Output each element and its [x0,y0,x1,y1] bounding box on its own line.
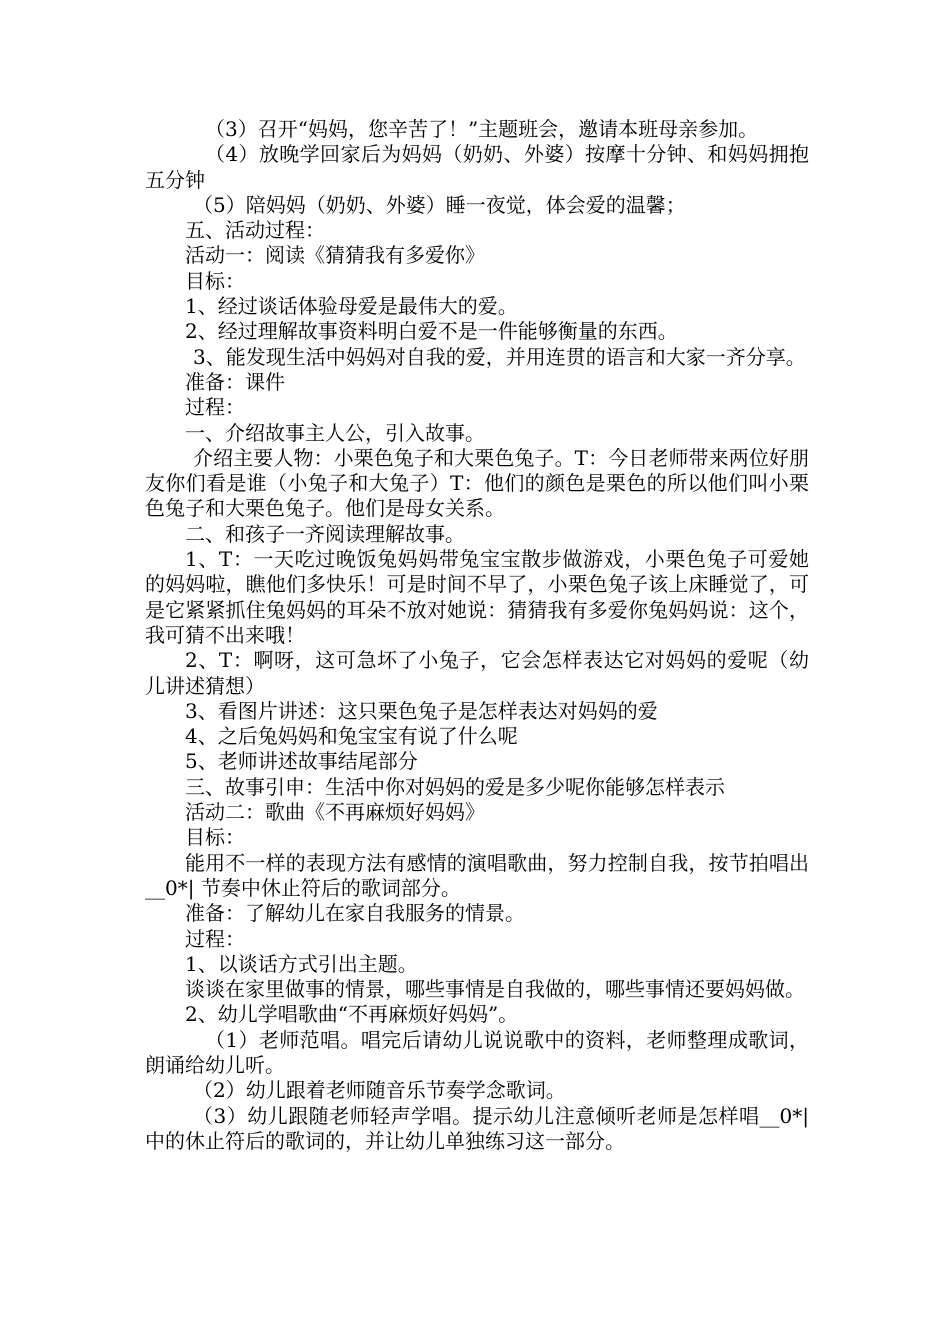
paragraph: 过程： [185,926,245,951]
section-heading: 五、活动过程： [185,218,325,243]
list-item: 1、以谈话方式引出主题。 [185,951,418,976]
list-item: （2）幼儿跟着老师随音乐节奏学念歌词。 [193,1078,566,1103]
paragraph: 准备：了解幼儿在家自我服务的情景。 [185,901,525,926]
list-item: 4、之后兔妈妈和兔宝宝有说了什么呢 [185,724,518,749]
paragraph: 目标： [185,268,245,293]
list-item: 3、看图片讲述：这只栗色兔子是怎样表达对妈妈的爱 [185,698,658,723]
paragraph: 谈谈在家里做事的情景，哪些事情是自我做的，哪些事情还要妈妈做。 [185,977,805,1002]
document-body [145,117,809,1154]
list-item: 一、介绍故事主人公，引入故事。 [185,420,485,445]
paragraph: （4）放晚学回家后为妈妈（奶奶、外婆）按摩十分钟、和妈妈拥抱五分钟 [145,142,809,192]
list-item: 5、老师讲述故事结尾部分 [185,749,418,774]
paragraph: （5）陪妈妈（奶奶、外婆）睡一夜觉，体会爱的温馨； [193,192,686,217]
list-item: 三、故事引申：生活中你对妈妈的爱是多少呢你能够怎样表示 [185,774,725,799]
list-item: 2、经过理解故事资料明白爱不是一件能够衡量的东西。 [185,319,678,344]
activity-title: 活动二：歌曲《不再麻烦好妈妈》 [185,800,485,825]
activity-title: 活动一：阅读《猜猜我有多爱你》 [185,243,485,268]
paragraph: 介绍主要人物：小栗色兔子和大栗色兔子。T：今日老师带来两位好朋友你们看是谁（小兔子和大兔子）T：他们的颜色是栗色的所以他们叫小栗色兔子和大栗色兔子。他们是母女关系。 [145,445,809,521]
paragraph: 过程： [185,395,245,420]
list-item: （3）幼儿跟随老师轻声学唱。提示幼儿注意倾听老师是怎样唱__0*| 中的休止符后的歌词的，并让幼儿单独练习这一部分。 [145,1103,809,1153]
list-item: 3、能发现生活中妈妈对自我的爱，并用连贯的语言和大家一齐分享。 [193,344,806,369]
list-item: 2、T：啊呀，这可急坏了小兔子，它会怎样表达它对妈妈的爱呢（幼儿讲述猜想） [145,648,809,698]
paragraph: 能用不一样的表现方法有感情的演唱歌曲，努力控制自我，按节拍唱出__0*| 节奏中休止符后的歌词部分。 [145,850,809,900]
paragraph: （3）召开“妈妈，您辛苦了！”主题班会，邀请本班母亲参加。 [205,117,759,141]
list-item: 2、幼儿学唱歌曲“不再麻烦好妈妈”。 [185,1002,519,1027]
list-item: （1）老师范唱。唱完后请幼儿说说歌中的资料，老师整理成歌词，朗诵给幼儿听。 [145,1027,809,1077]
paragraph: 目标： [185,825,245,850]
paragraph: 准备：课件 [185,369,285,394]
list-item: 二、和孩子一齐阅读理解故事。 [185,521,465,546]
list-item: 1、T：一天吃过晚饭兔妈妈带兔宝宝散步做游戏，小栗色兔子可爱她的妈妈啦，瞧他们多快乐！可是时间不早了，小栗色兔子该上床睡觉了，可是它紧紧抓住兔妈妈的耳朵不放对她说：猜猜我有多爱你兔妈妈说：这个，我可猜不出来哦！ [145,547,809,647]
list-item: 1、经过谈话体验母爱是最伟大的爱。 [185,294,518,319]
